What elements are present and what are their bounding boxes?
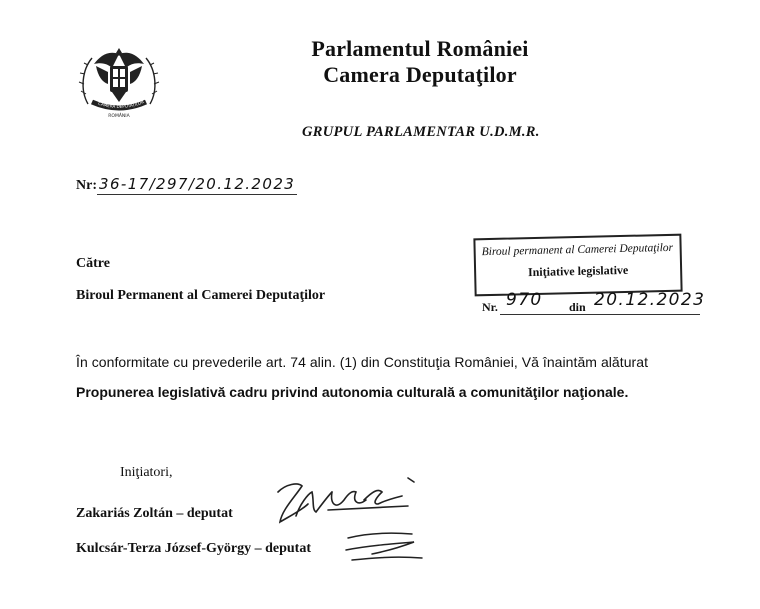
- registration-number-line: [76, 175, 297, 194]
- initiators-label: Iniţiatori,: [120, 465, 173, 480]
- parliamentary-group-title: GRUPUL PARLAMENTAR U.D.M.R.: [302, 124, 540, 140]
- crest-country-text: ROMÂNIA: [108, 114, 130, 118]
- addressee-recipient: Biroul Permanent al Camerei Deputaţilor: [76, 288, 326, 303]
- body-text-line: În conformitate cu prevederile art. 74 alin. (1) din Constituţia României, Vă înaintăm alăturat: [76, 354, 649, 370]
- initiator-name: Zakariás Zoltán – deputat: [76, 506, 233, 521]
- stamp-number-value: 970: [506, 290, 543, 310]
- legislative-proposal-title: Propunerea legislativă cadru privind autonomia culturală a comunităţilor naţionale.: [76, 384, 629, 400]
- addressee-label: Către: [76, 256, 110, 271]
- registration-number-label: Nr:: [76, 178, 97, 193]
- registry-stamp: [473, 234, 682, 297]
- stamp-date-value: 20.12.2023: [594, 290, 706, 310]
- camera-deputatilor-crest-icon: [78, 42, 160, 118]
- stamp-date-label: din: [569, 300, 586, 314]
- stamp-title: Biroul permanent al Camerei Deputaţilor: [481, 241, 674, 259]
- registration-number-value: 36-17/297/20.12.2023: [99, 175, 296, 193]
- stamp-underline: [500, 314, 700, 315]
- signature-scribble-icon: [268, 470, 418, 536]
- header-chamber-title: Camera Deputaţilor: [323, 62, 517, 87]
- initiator-name: Kulcsár-Terza József-György – deputat: [76, 541, 311, 556]
- crest-ribbon-text: CAMERA DEPUTAȚILOR: [97, 99, 145, 110]
- stamp-number-label: Nr.: [482, 300, 498, 314]
- signature-scribble-icon: [342, 528, 432, 568]
- header-parliament-title: Parlamentul României: [311, 36, 529, 61]
- stamp-subtitle: Iniţiative legislative: [527, 262, 629, 280]
